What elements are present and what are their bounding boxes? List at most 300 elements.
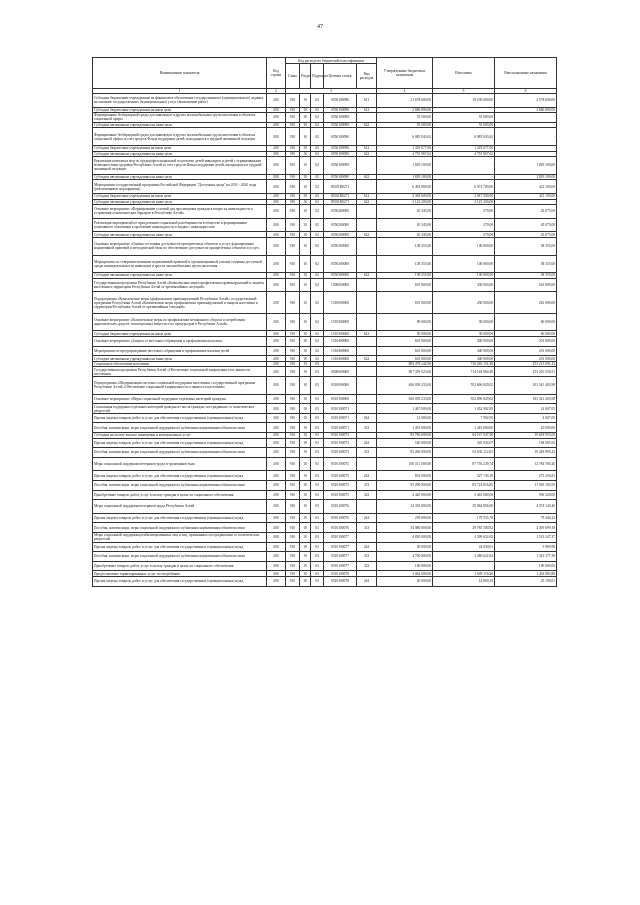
cell-executed: 400 000,00 (433, 356, 495, 362)
cell-name: Пособия, компенсации, меры социальной поддержки по публичным нормативным обязательствам (93, 552, 267, 562)
cell-section: 10 (300, 457, 311, 471)
cell-chapter: 910 (286, 532, 300, 542)
cell-unexecuted: 421 100,00 (495, 193, 557, 199)
cell-chapter: 910 (286, 113, 300, 123)
cell-section: 10 (300, 205, 311, 219)
cell-target-article: 0510100075 (324, 457, 357, 471)
cell-chapter: 910 (286, 356, 300, 362)
cell-approved: 4 755 967,62 (377, 151, 433, 157)
cell-expense-type: 244 (357, 576, 377, 586)
cell-expense-type: 323 (357, 490, 377, 500)
cell-expense-type (357, 457, 377, 471)
cell-name: Пособия, компенсации, меры социальной поддержки по публичным нормативным обязательствам (93, 448, 267, 458)
table-row (93, 523, 557, 533)
table-header (93, 58, 557, 94)
cell-executed: 1 445 000,00 (433, 423, 495, 433)
cell-row-code: 200 (267, 122, 286, 128)
cell-row-code: 200 (267, 480, 286, 490)
cell-chapter: 910 (286, 500, 300, 514)
cell-approved: 2 686 800,00 (377, 107, 433, 113)
cell-executed (433, 561, 495, 571)
cell-section: 10 (300, 180, 311, 194)
cell-approved: 4 700 000,00 (377, 552, 433, 562)
cell-row-code: 200 (267, 145, 286, 151)
cell-chapter: 910 (286, 292, 300, 314)
cell-executed: 100 000,00 (433, 273, 495, 279)
cell-expense-type: 323 (357, 561, 377, 571)
cell-row-code: 200 (267, 423, 286, 433)
cell-name: Субсидии автономным учреждениям на иные цели (93, 232, 267, 238)
cell-target-article: 0510100077 (324, 552, 357, 562)
cell-approved: 12 000,00 (377, 413, 433, 423)
table-row (93, 377, 557, 395)
cell-approved: 3 064 000,00 (377, 571, 433, 577)
cell-row-code: 200 (267, 500, 286, 514)
cell-row-code: 200 (267, 571, 286, 577)
cell-row-code: 200 (267, 278, 286, 292)
cell-row-code: 200 (267, 273, 286, 279)
cell-unexecuted: 201 000,00 (495, 346, 557, 356)
cell-target-article: 0510100076 (324, 500, 357, 514)
cell-name: Субсидии бюджетным учреждениям на иные цели (93, 107, 267, 113)
cell-row-code: 200 (267, 576, 286, 586)
cell-name: Предоставление гарантированных услуг по погребению (93, 571, 267, 577)
cell-section: 10 (300, 542, 311, 552)
cell-subsection: 03 (311, 490, 324, 500)
cell-subsection: 02 (311, 346, 324, 356)
cell-unexecuted: 2 578 600,00 (495, 94, 557, 108)
table-row (93, 576, 557, 586)
cell-subsection: 02 (311, 122, 324, 128)
cell-expense-type: 612 (357, 107, 377, 113)
cell-expense-type (357, 180, 377, 194)
cell-subsection: 03 (311, 500, 324, 514)
cell-subsection: 03 (311, 377, 324, 395)
cell-section: 10 (300, 193, 311, 199)
cell-target-article: 0510100000 (324, 394, 357, 404)
cell-name: Формирование безбарьерной среды для инвалидов и других маломобильных групп населения в объектах социальной сферы (93, 113, 267, 123)
table-row (93, 394, 557, 404)
cell-executed: 55 000,00 (433, 113, 495, 123)
table-row (93, 255, 557, 273)
cell-target-article: 0550100090 (324, 145, 357, 151)
cell-unexecuted: 45 075,00 (495, 232, 557, 238)
cell-target-article: 1510400000 (324, 356, 357, 362)
cell-approved: 34 080 000,00 (377, 523, 433, 533)
cell-expense-type (357, 218, 377, 232)
cell-chapter: 910 (286, 438, 300, 448)
cell-unexecuted: 38 355,00 (495, 255, 557, 273)
cell-unexecuted: 153 213 091,41 (495, 361, 557, 367)
cell-name: Прочая закупка товаров, работ и услуг для обеспечения государственных (муниципальных) нужд (93, 576, 267, 586)
table-row (93, 404, 557, 414)
cell-unexecuted: 60 000,00 (495, 331, 557, 337)
cell-row-code: 200 (267, 438, 286, 448)
cell-target-article: 0550100090 (324, 128, 357, 146)
cell-unexecuted: 12 784 760,26 (495, 457, 557, 471)
cell-expense-type: 622 (357, 356, 377, 362)
table-row (93, 218, 557, 232)
cell-row-code: 200 (267, 561, 286, 571)
cell-target-article: 1510400000 (324, 346, 357, 356)
cell-expense-type (357, 278, 377, 292)
cell-unexecuted: 1 829 100,00 (495, 157, 557, 175)
cell-name: Субсидии автономным учреждениям на иные цели (93, 174, 267, 180)
cell-subsection: 02 (311, 232, 324, 238)
cell-section: 10 (300, 571, 311, 577)
cell-executed: 1 609 116,20 (433, 571, 495, 577)
cell-name: Пособия, компенсации, меры социальной поддержки по публичным нормативным обязательствам (93, 480, 267, 490)
cell-approved: 6 085 043,62 (377, 128, 433, 146)
cell-subsection: 02 (311, 278, 324, 292)
cell-executed: 55 000,00 (433, 122, 495, 128)
cell-unexecuted: - (495, 151, 557, 157)
colnum: 2 (267, 89, 286, 94)
cell-section: 10 (300, 331, 311, 337)
cell-row-code: 200 (267, 193, 286, 199)
cell-executed: 400 000,00 (433, 337, 495, 347)
cell-row-code: 200 (267, 237, 286, 255)
cell-target-article: 0550100090 (324, 174, 357, 180)
header-approved: Утвержденные бюджетные назначения (377, 58, 433, 89)
cell-name: Субсидии бюджетным учреждениям на иные цели (93, 193, 267, 199)
cell-name: Пособия, компенсации, меры социальной поддержки по публичным нормативным обязательствам (93, 423, 267, 433)
cell-name: Мероприятия государственной программы Российской Федерации "Доступная среда" на 2011 - 2020 годы (реализованные мероприятия) (93, 180, 267, 194)
cell-row-code: 200 (267, 313, 286, 331)
cell-name: Подпрограмма «Модернизация системы социальной поддержки населения» государственной программы Республики Алтай «Обеспечение социальной защищенности и занятости населения» (93, 377, 267, 395)
cell-row-code: 200 (267, 232, 286, 238)
colnum: 1 (93, 89, 267, 94)
cell-chapter: 910 (286, 199, 300, 205)
cell-approved: 691 000,00 (377, 278, 433, 292)
cell-chapter: 910 (286, 337, 300, 347)
cell-row-code: 200 (267, 337, 286, 347)
cell-subsection: 03 (311, 367, 324, 377)
cell-row-code: 200 (267, 174, 286, 180)
cell-subsection: 03 (311, 404, 324, 414)
cell-approved: 4 830 000,00 (377, 532, 433, 542)
cell-subsection: 02 (311, 292, 324, 314)
colnum: 3 (286, 89, 377, 94)
cell-expense-type: 622 (357, 232, 377, 238)
cell-expense-type (357, 205, 377, 219)
cell-unexecuted: 1 519 347,37 (495, 532, 557, 542)
cell-unexecuted: 1 454 883,80 (495, 571, 557, 577)
cell-chapter: 910 (286, 542, 300, 552)
cell-name: Субсидии бюджетным учреждениям на иные цели (93, 145, 267, 151)
cell-unexecuted: 79 444,22 (495, 513, 557, 523)
cell-row-code: 200 (267, 218, 286, 232)
cell-chapter: 910 (286, 145, 300, 151)
table-row (93, 423, 557, 433)
colnum: 4 (377, 89, 433, 94)
cell-chapter: 910 (286, 361, 300, 367)
cell-expense-type: 313 (357, 423, 377, 433)
cell-row-code: 200 (267, 367, 286, 377)
cell-subsection: 03 (311, 457, 324, 471)
cell-unexecuted: - (495, 128, 557, 146)
colnum: 5 (433, 89, 495, 94)
cell-approved: 55 000,00 (377, 113, 433, 123)
cell-section: 10 (300, 361, 311, 367)
cell-unexecuted: 19 418 995,25 (495, 448, 557, 458)
cell-unexecuted: 10 000,00 (495, 423, 557, 433)
cell-unexecuted: 4 305 699,18 (495, 523, 557, 533)
cell-section: 10 (300, 218, 311, 232)
cell-name: Меры социальной поддержки ветеранов труда и тружеников тыла (93, 457, 267, 471)
cell-approved: 520 000,00 (377, 438, 433, 448)
table-row (93, 513, 557, 523)
cell-expense-type: 313 (357, 448, 377, 458)
cell-row-code: 200 (267, 331, 286, 337)
table-row (93, 438, 557, 448)
cell-target-article: 0510100073 (324, 438, 357, 448)
cell-section: 10 (300, 413, 311, 423)
cell-unexecuted: 956 320,00 (495, 490, 557, 500)
cell-unexecuted: - (495, 113, 557, 123)
cell-expense-type: 244 (357, 542, 377, 552)
cell-subsection: 02 (311, 145, 324, 151)
cell-unexecuted: 421 100,00 (495, 180, 557, 194)
cell-chapter: 910 (286, 205, 300, 219)
cell-row-code: 200 (267, 113, 286, 123)
cell-chapter: 910 (286, 523, 300, 533)
cell-name: Субсидии автономным учреждениям на иные цели (93, 151, 267, 157)
cell-approved: 30 000,00 (377, 542, 433, 552)
cell-target-article: 1510000000 (324, 292, 357, 314)
cell-chapter: 910 (286, 394, 300, 404)
table-row (93, 157, 557, 175)
cell-target-article: 1510300000 (324, 331, 357, 337)
cell-unexecuted: 38 355,00 (495, 237, 557, 255)
cell-name: Основное мероприятие «Защита от жестокого обращения и профилактика насилия» (93, 337, 267, 347)
cell-section: 10 (300, 532, 311, 542)
table-row (93, 278, 557, 292)
cell-target-article: 0510100078 (324, 576, 357, 586)
cell-executed: 2 947 500,00 (433, 193, 495, 199)
cell-executed: 179 555,78 (433, 513, 495, 523)
cell-row-code: 200 (267, 404, 286, 414)
cell-subsection: 03 (311, 552, 324, 562)
cell-row-code: 200 (267, 490, 286, 500)
cell-target-article: 1510300000 (324, 313, 357, 331)
cell-unexecuted: 19 618 953,00 (495, 433, 557, 439)
cell-unexecuted: 261 000,00 (495, 278, 557, 292)
cell-target-article: 0550100090 (324, 151, 357, 157)
cell-section: 10 (300, 367, 311, 377)
cell-name: Социальная поддержка отдельных категорий граждан из числа граждан, пострадавших от политических репрессий (93, 404, 267, 414)
cell-subsection: 02 (311, 273, 324, 279)
cell-executed: 64 167 047,00 (433, 433, 495, 439)
cell-executed: 30 000,00 (433, 331, 495, 337)
cell-row-code: 200 (267, 457, 286, 471)
cell-name: Приобретение товаров, работ, услуг в пользу граждан в целях их социального обеспечения (93, 490, 267, 500)
cell-subsection: 03 (311, 532, 324, 542)
cell-expense-type: 313 (357, 480, 377, 490)
cell-expense-type: 622 (357, 151, 377, 157)
cell-unexecuted: - (495, 145, 557, 151)
cell-chapter: 910 (286, 157, 300, 175)
cell-name: Пособия, компенсации, меры социальной поддержки по публичным нормативным обязательствам (93, 523, 267, 533)
cell-executed: - (433, 157, 495, 175)
cell-section: 10 (300, 423, 311, 433)
cell-chapter: 910 (286, 471, 300, 481)
colnum: 6 (495, 89, 557, 94)
table-row (93, 457, 557, 471)
cell-expense-type: 313 (357, 552, 377, 562)
cell-approved: 90 000,00 (377, 331, 433, 337)
cell-row-code: 200 (267, 471, 286, 481)
cell-name: Субсидии бюджетным учреждениям на иные цели (93, 331, 267, 337)
cell-unexecuted: 201 000,00 (495, 356, 557, 362)
cell-executed: 527 743,19 (433, 471, 495, 481)
cell-subsection: 02 (311, 180, 324, 194)
cell-executed: 552 696 829,02 (433, 377, 495, 395)
cell-chapter: 910 (286, 571, 300, 577)
table-row (93, 237, 557, 255)
cell-section: 10 (300, 404, 311, 414)
cell-subsection: 02 (311, 205, 324, 219)
cell-unexecuted: - (495, 122, 557, 128)
cell-expense-type: 612 (357, 145, 377, 151)
cell-row-code: 200 (267, 180, 286, 194)
cell-target-article: 0550200000 (324, 205, 357, 219)
cell-expense-type (357, 292, 377, 314)
table-row (93, 471, 557, 481)
cell-target-article: 0510100077 (324, 532, 357, 542)
cell-expense-type: 612 (357, 193, 377, 199)
header-executed: Исполнено (433, 58, 495, 89)
table-row (93, 448, 557, 458)
cell-unexecuted: 184 065,93 (495, 438, 557, 448)
cell-executed: 24 030,01 (433, 542, 495, 552)
cell-target-article: 0550100090 (324, 94, 357, 108)
cell-executed: 63 843 112,05 (433, 448, 495, 458)
cell-executed: 270,00 (433, 218, 495, 232)
cell-name: Субсидии на оплату жилого помещения и коммунальных услуг (93, 433, 267, 439)
cell-subsection: 03 (311, 413, 324, 423)
cell-approved: 656 038 233,00 (377, 377, 433, 395)
cell-unexecuted: 103 341 403,98 (495, 377, 557, 395)
cell-chapter: 910 (286, 193, 300, 199)
cell-name: Государственная программа Республики Алтай «Комплексные меры профилактики правонарушений и защиты населения и территории Республики Алтай от чрезвычайных ситуаций» (93, 278, 267, 292)
cell-target-article: 0550100090 (324, 157, 357, 175)
cell-name: Основное мероприятие «Оценка состояния доступности приоритетных объектов и услуг, формирование нормативной правовой и методической базы по обеспечению доступности приоритетных объектов и услуг» (93, 237, 267, 255)
cell-row-code: 200 (267, 107, 286, 113)
cell-executed: 100 000,00 (433, 237, 495, 255)
cell-expense-type: 622 (357, 273, 377, 279)
cell-executed: 3 286 622,62 (433, 552, 495, 562)
cell-row-code: 200 (267, 532, 286, 542)
cell-target-article: 0510100071 (324, 404, 357, 414)
cell-approved: 55 000,00 (377, 122, 433, 128)
cell-chapter: 910 (286, 480, 300, 490)
cell-row-code: 200 (267, 413, 286, 423)
header-section: Раздел (300, 64, 311, 89)
cell-approved: 601 000,00 (377, 346, 433, 356)
cell-section: 10 (300, 377, 311, 395)
cell-approved: 45 345,00 (377, 205, 433, 219)
cell-subsection: 03 (311, 561, 324, 571)
cell-name: Мероприятия по совершенствованию нормативной правовой и организационной основы создания доступной среды жизнедеятельности инвалидов и других маломобильных групп населения (93, 255, 267, 273)
cell-name: Меры социальной поддержки ветеранов труда Республики Алтай (93, 500, 267, 514)
cell-executed: 29 964 856,00 (433, 500, 495, 514)
table-row (93, 561, 557, 571)
cell-expense-type: 611 (357, 94, 377, 108)
cell-subsection: 02 (311, 337, 324, 347)
cell-subsection: 03 (311, 576, 324, 586)
cell-section: 10 (300, 107, 311, 113)
cell-unexecuted: 103 341 403,98 (495, 394, 557, 404)
cell-section: 10 (300, 199, 311, 205)
cell-section: 10 (300, 292, 311, 314)
cell-name: Основное мероприятие «Комплексные меры по профилактике незаконного оборота и потребления наркотических средств, психотропных веществ и их прекурсоров в Республике Алтай» (93, 313, 267, 331)
cell-chapter: 910 (286, 122, 300, 128)
cell-section: 10 (300, 237, 311, 255)
cell-approved: 138 355,00 (377, 273, 433, 279)
cell-approved: 90 000,00 (377, 313, 433, 331)
cell-subsection: 03 (311, 471, 324, 481)
cell-row-code: 200 (267, 513, 286, 523)
cell-name: Прочая закупка товаров, работ и услуг для обеспечения государственных (муниципальных) нужд (93, 471, 267, 481)
cell-executed: 716 265 151,49 (433, 361, 495, 367)
cell-approved: 867 359 523,00 (377, 367, 433, 377)
cell-expense-type (357, 255, 377, 273)
cell-executed: 30 000,00 (433, 313, 495, 331)
cell-approved: 1 829 100,00 (377, 174, 433, 180)
cell-chapter: 910 (286, 457, 300, 471)
cell-expense-type (357, 346, 377, 356)
cell-section: 10 (300, 122, 311, 128)
cell-target-article: 0510100075 (324, 490, 357, 500)
cell-section: 10 (300, 346, 311, 356)
cell-executed: 100 000,00 (433, 255, 495, 273)
cell-name: Субсидии автономным учреждениям на иные цели (93, 199, 267, 205)
header-target-article: Целевая статья (324, 64, 357, 89)
cell-executed: 3 463 680,00 (433, 490, 495, 500)
cell-section: 10 (300, 448, 311, 458)
cell-expense-type (357, 500, 377, 514)
cell-name: Субсидии автономным учреждениям на иные цели (93, 273, 267, 279)
table-row (93, 532, 557, 542)
cell-unexecuted: 14 007,05 (495, 404, 557, 414)
cell-chapter: 910 (286, 107, 300, 113)
cell-target-article: 0510100071 (324, 413, 357, 423)
cell-expense-type (357, 337, 377, 347)
header-expense-type: Вид расходов (357, 64, 377, 89)
header-unexecuted: Неисполненные назначения (495, 58, 557, 89)
cell-unexecuted: 45 075,00 (495, 218, 557, 232)
cell-row-code: 200 (267, 94, 286, 108)
table-row (93, 292, 557, 314)
cell-subsection: 02 (311, 331, 324, 337)
cell-unexecuted: 201 000,00 (495, 337, 557, 347)
cell-target-article: 0550300000 (324, 237, 357, 255)
cell-expense-type: 313 (357, 523, 377, 533)
cell-target-article: 05501R0271 (324, 193, 357, 199)
cell-row-code: 200 (267, 151, 286, 157)
cell-chapter: 910 (286, 128, 300, 146)
cell-expense-type (357, 237, 377, 255)
cell-name: Прочая закупка товаров, работ и услуг для обеспечения государственных (муниципальных) нужд (93, 438, 267, 448)
cell-target-article: 0510100073 (324, 448, 357, 458)
table-row (93, 313, 557, 331)
cell-executed: 6 085 043,62 (433, 128, 495, 146)
cell-target-article: 0510100076 (324, 523, 357, 533)
cell-executed: 83 724 816,85 (433, 480, 495, 490)
cell-chapter: 910 (286, 94, 300, 108)
table-row (93, 180, 557, 194)
